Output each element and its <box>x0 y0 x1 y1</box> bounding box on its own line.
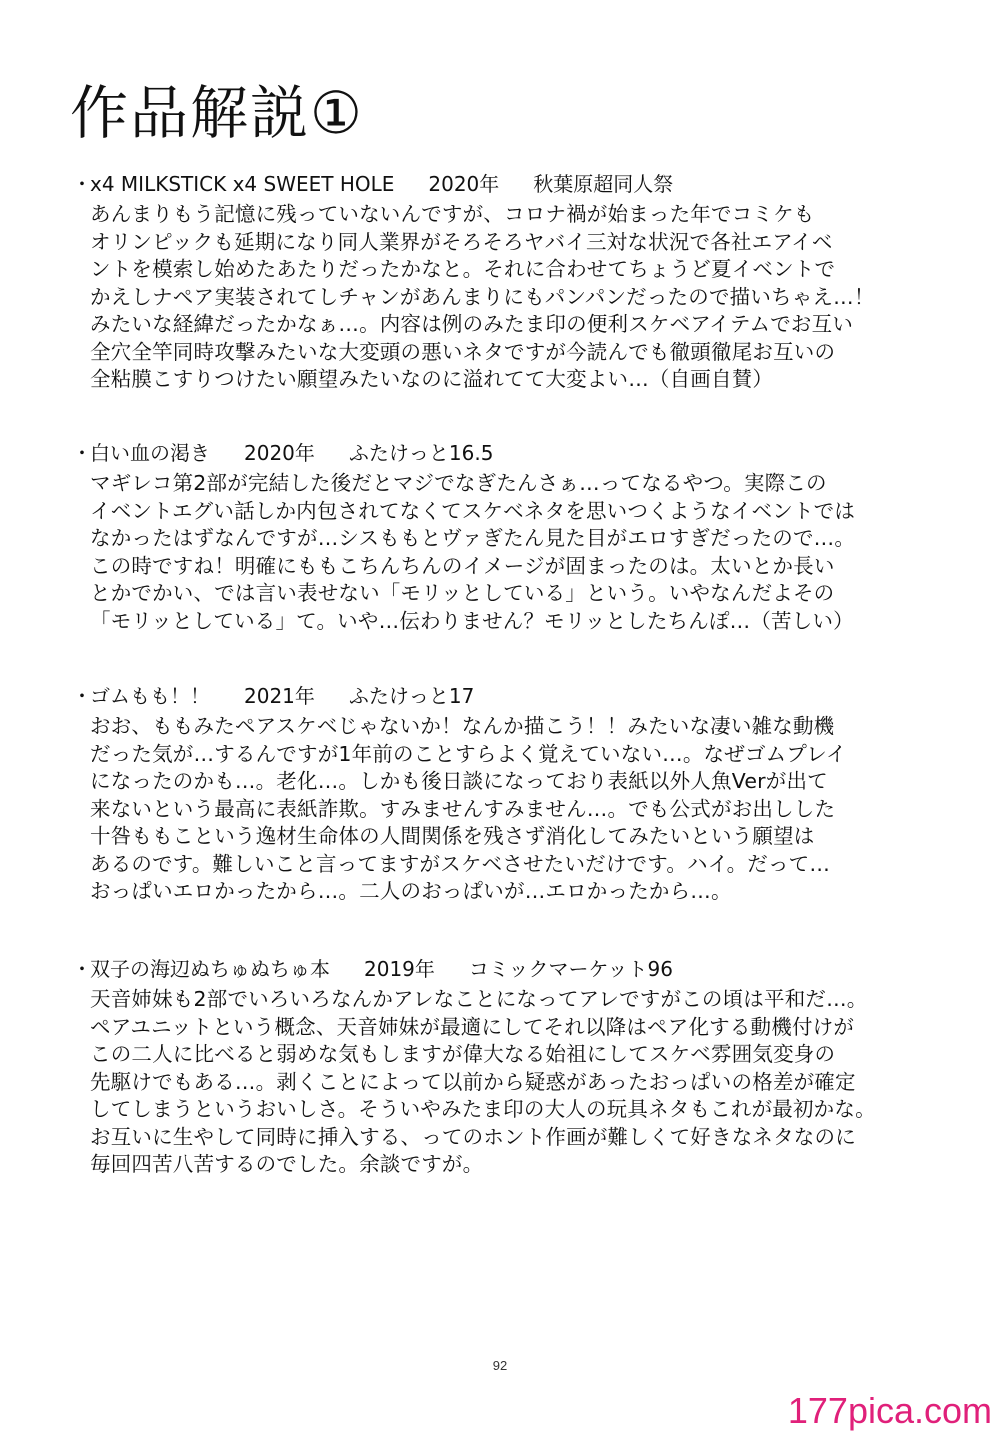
section-1 <box>72 168 952 394</box>
body-line: ペアユニットという概念、天音姉妹が最適にしてそれ以降はペア化する動機付けが <box>90 1014 855 1039</box>
bullet: ・ <box>72 684 92 708</box>
section-heading <box>72 953 952 986</box>
body-line: 毎回四苦八苦するのでした。余談ですが。 <box>90 1152 484 1176</box>
work-year: 2019年 <box>364 957 435 981</box>
body-line: かえしナペア実装されてしチャンがあんまりにもパンパンだったので描いちゃえ…！ <box>90 284 875 309</box>
work-year: 2021年 <box>244 684 315 708</box>
body-line: 全穴全竿同時攻撃みたいな大変頭の悪いネタですが今読んでも徹頭徹尾お互いの <box>90 339 836 364</box>
body-line: おっぱいエロかったから…。二人のおっぱいが…エロかったから…。 <box>90 879 732 903</box>
work-event: ふたけっと17 <box>348 684 475 708</box>
work-year: 2020年 <box>244 441 315 465</box>
body-line: 十咎ももこという逸材生命体の人間関係を残さず消化してみたいという願望は <box>90 824 815 848</box>
body-line: この時ですね！明確にももこちんちんのイメージが固まったのは。太いとか長い <box>90 553 835 578</box>
work-event: 秋葉原超同人祭 <box>533 172 674 196</box>
body-line: だった気が…するんですが1年前のことすらよく覚えていない…。なぜゴムプレイ <box>90 741 847 766</box>
work-title: x4 MILKSTICK x4 SWEET HOLE <box>90 172 395 196</box>
work-title: ゴムもも！！ <box>90 684 210 708</box>
body-line: マギレコ第2部が完結した後だとマジでなぎたんさぁ…ってなるやつ。実際この <box>90 471 827 495</box>
work-title: 双子の海辺ぬちゅぬちゅ本 <box>90 957 330 981</box>
section-body <box>90 470 952 635</box>
body-line: ントを模索し始めたあたりだったかなと。それに合わせてちょうど夏イベントで <box>90 257 836 281</box>
body-line: になったのかも…。老化…。しかも後日談になっており表紙以外人魚Verが出て <box>90 769 828 793</box>
body-line: おお、ももみたペアスケベじゃないか！なんか描こう！！みたいな凄い雑な動機 <box>90 714 835 738</box>
body-line: してしまうというおいしさ。そういやみたま印の大人の玩具ネタもこれが最初かな。 <box>90 1097 876 1121</box>
bullet: ・ <box>72 172 92 196</box>
bullet: ・ <box>72 441 92 465</box>
body-line: とかでかい、では言い表せない「モリッとしている」という。いやなんだよその <box>90 581 835 605</box>
body-line: 全粘膜こすりつけたい願望みたいなのに溢れてて大変よい…（自画自賛） <box>90 367 774 391</box>
body-line: 先駆けでもある…。剥くことによって以前から疑惑があったおっぱいの格差が確定 <box>90 1069 856 1094</box>
body-line: イベントエグい話しか内包されてなくてスケベネタを思いつくようなイベントでは <box>90 498 856 523</box>
section-heading <box>72 437 952 470</box>
section-body <box>90 986 952 1179</box>
page-title: 作品解説① <box>70 79 364 147</box>
body-line: 来ないという最高に表紙詐欺。すみませんすみません…。でも公式がお出しした <box>90 796 836 821</box>
body-line: あんまりもう記憶に残っていないんですが、コロナ禍が始まった年でコミケも <box>90 202 815 226</box>
section-body <box>90 201 952 394</box>
section-heading <box>72 680 952 713</box>
body-line: この二人に比べると弱めな気もしますが偉大なる始祖にしてスケベ雰囲気変身の <box>90 1042 836 1066</box>
bullet: ・ <box>72 957 92 981</box>
section-3 <box>72 680 952 906</box>
body-line: あるのです。難しいこと言ってますがスケベさせたいだけです。ハイ。だって… <box>90 851 831 876</box>
body-line: お互いに生やして同時に挿入する、ってのホント作画が難しくて好きなネタなのに <box>90 1124 856 1149</box>
work-event: ふたけっと16.5 <box>348 441 494 465</box>
page-number: 92 <box>492 1358 508 1373</box>
body-line: オリンピックも延期になり同人業界がそろそろヤバイ三対な状況で各社エアイベ <box>90 229 833 254</box>
body-line: なかったはずなんですが…シスももとヴァぎたん見た目がエロすぎだったので…。 <box>90 526 856 550</box>
section-body <box>90 713 952 906</box>
watermark-text: 177pica.com <box>787 1390 992 1431</box>
section-4 <box>72 953 952 1179</box>
section-2 <box>72 437 952 635</box>
work-title: 白い血の渇き <box>90 441 210 465</box>
body-line: 天音姉妹も2部でいろいろなんかアレなことになってアレですがこの頃は平和だ…。 <box>90 987 868 1011</box>
work-event: コミックマーケット96 <box>468 957 673 981</box>
body-line: みたいな経緯だったかなぁ…。内容は例のみたま印の便利スケベアイテムでお互い <box>90 312 854 336</box>
section-heading <box>72 168 952 201</box>
work-year: 2020年 <box>428 172 500 196</box>
body-line: 「モリッとしている」て。いや…伝わりません？モリッとしたちんぽ…（苦しい） <box>90 608 854 633</box>
